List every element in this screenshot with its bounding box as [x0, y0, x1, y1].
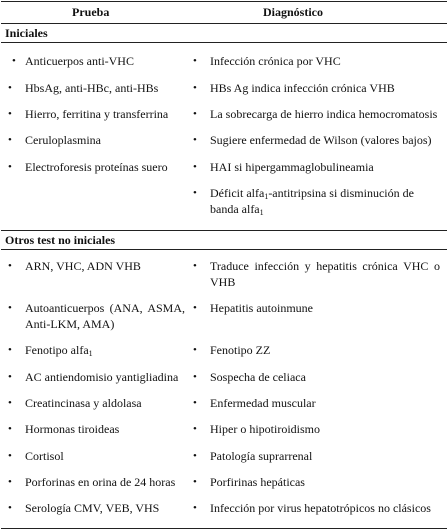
- bullet-icon: •: [8, 397, 12, 409]
- bullet-icon: •: [8, 344, 12, 356]
- bullet-icon: •: [193, 450, 197, 462]
- list-item: [193, 448, 440, 464]
- bullet-icon: •: [193, 302, 197, 314]
- subscript: 1: [259, 208, 264, 217]
- diagnosis-label: Enfermedad muscular: [210, 396, 316, 410]
- test-label: Porforinas en orina de 24 horas: [25, 475, 176, 489]
- bullet-icon: •: [8, 82, 12, 94]
- test-label: Cortisol: [25, 449, 64, 463]
- diagnosis-label: HAI si hipergammaglobulineamia: [210, 160, 374, 174]
- list-item: [193, 53, 440, 69]
- bullet-icon: •: [8, 502, 12, 514]
- bullet-icon: •: [8, 450, 12, 462]
- test-label: AC antiendomisio yantigliadina: [25, 370, 179, 384]
- list-item: [193, 300, 440, 316]
- bullet-icon: •: [8, 476, 12, 488]
- table-header: [1, 2, 447, 24]
- bullet-icon: •: [193, 55, 197, 67]
- list-item: [8, 106, 185, 122]
- list-item: [193, 80, 440, 96]
- bullet-icon: •: [8, 423, 12, 435]
- diagnosis-label: [210, 185, 440, 201]
- list-item: [8, 369, 185, 385]
- header-prueba: Prueba: [72, 5, 110, 19]
- bullet-icon: •: [8, 302, 12, 314]
- list-item: [8, 159, 185, 175]
- bullet-icon: •: [193, 82, 197, 94]
- subscript: 1: [88, 349, 93, 358]
- bullet-icon: •: [8, 134, 12, 146]
- list-item: [8, 500, 185, 516]
- diagnosis-label-line2: [210, 201, 440, 217]
- list-item: [8, 421, 185, 437]
- list-item: [8, 132, 185, 148]
- list-item: [193, 185, 440, 217]
- diagnosis-label: Traduce infección y hepatitis crónica VHC o VHB: [210, 259, 440, 289]
- list-item: [8, 474, 185, 490]
- bullet-icon: •: [193, 161, 197, 173]
- list-item: [193, 421, 440, 437]
- test-label: Hierro, ferritina y transferrina: [25, 107, 169, 121]
- test-label: Anticuerpos anti-VHC: [25, 54, 134, 68]
- diagnosis-label: Infección crónica por VHC: [210, 54, 341, 68]
- list-item: [8, 258, 185, 274]
- list-item: [8, 342, 185, 358]
- text-part: Déficit alfa: [210, 186, 265, 200]
- diagnosis-label: Hiper o hipotiroidismo: [210, 422, 320, 436]
- test-label: Electroforesis proteínas suero: [25, 160, 168, 174]
- bullet-icon: •: [193, 344, 197, 356]
- header-diagnostico: Diagnóstico: [263, 5, 323, 19]
- test-label: HbsAg, anti-HBc, anti-HBs: [25, 81, 159, 95]
- bullet-icon: •: [12, 55, 16, 67]
- list-item: [193, 474, 440, 490]
- diagnosis-label: HBs Ag indica infección crónica VHB: [210, 81, 395, 95]
- test-label: ARN, VHC, ADN VHB: [25, 259, 141, 273]
- diagnosis-label: Hepatitis autoinmune: [210, 301, 313, 315]
- text-part: -antitripsina si disminución de: [268, 186, 414, 200]
- diagnosis-label: La sobrecarga de hierro indica hemocromatosis: [210, 107, 438, 121]
- test-label: Hormonas tiroideas: [25, 422, 120, 436]
- bullet-icon: •: [193, 260, 197, 272]
- bullet-icon: •: [193, 476, 197, 488]
- list-item: [12, 53, 185, 69]
- list-item: [8, 448, 185, 464]
- test-label: Fenotipo alfa: [25, 343, 89, 357]
- section-heading-otros: [1, 231, 447, 250]
- list-item: [193, 395, 440, 411]
- bullet-icon: •: [8, 161, 12, 173]
- subscript: 1: [264, 192, 269, 201]
- diagnosis-label: Sugiere enfermedad de Wilson (valores bajos): [210, 133, 432, 147]
- section-title: Otros test no iniciales: [5, 233, 116, 247]
- list-item: [193, 342, 440, 358]
- diagnosis-label: Porfirinas hepáticas: [210, 475, 305, 489]
- section-heading-iniciales: [1, 24, 447, 43]
- diagnosis-label: Sospecha de celiaca: [210, 370, 306, 384]
- bullet-icon: •: [193, 502, 197, 514]
- diagnosis-label: Fenotipo ZZ: [210, 343, 271, 357]
- test-label: Serología CMV, VEB, VHS: [25, 501, 160, 515]
- list-item: [193, 258, 440, 290]
- bullet-icon: •: [8, 371, 12, 383]
- bullet-icon: •: [193, 397, 197, 409]
- bullet-icon: •: [193, 423, 197, 435]
- test-label: Ceruloplasmina: [25, 133, 101, 147]
- text-part: banda alfa: [210, 202, 260, 216]
- list-item: [193, 106, 440, 122]
- list-item: [193, 132, 440, 148]
- list-item: [193, 500, 446, 516]
- list-item: [193, 159, 440, 175]
- bullet-icon: •: [8, 260, 12, 272]
- bullet-icon: •: [193, 187, 197, 199]
- diagnostic-table: [1, 1, 447, 529]
- test-label: Autoanticuerpos (ANA, ASMA, Anti-LKM, AMA): [25, 301, 185, 331]
- divider: [1, 230, 447, 231]
- bullet-icon: •: [193, 134, 197, 146]
- test-label: Creatincinasa y aldolasa: [25, 396, 142, 410]
- list-item: [193, 369, 440, 385]
- bullet-icon: •: [193, 371, 197, 383]
- bullet-icon: •: [193, 108, 197, 120]
- section-title: Iniciales: [5, 26, 48, 40]
- diagnosis-label: Patología suprarrenal: [210, 449, 313, 463]
- diagnosis-label: Infección por virus hepatotrópicos no clásicos: [210, 501, 431, 515]
- bullet-icon: •: [8, 108, 12, 120]
- list-item: [8, 395, 185, 411]
- list-item: [8, 80, 185, 96]
- list-item: [8, 300, 185, 332]
